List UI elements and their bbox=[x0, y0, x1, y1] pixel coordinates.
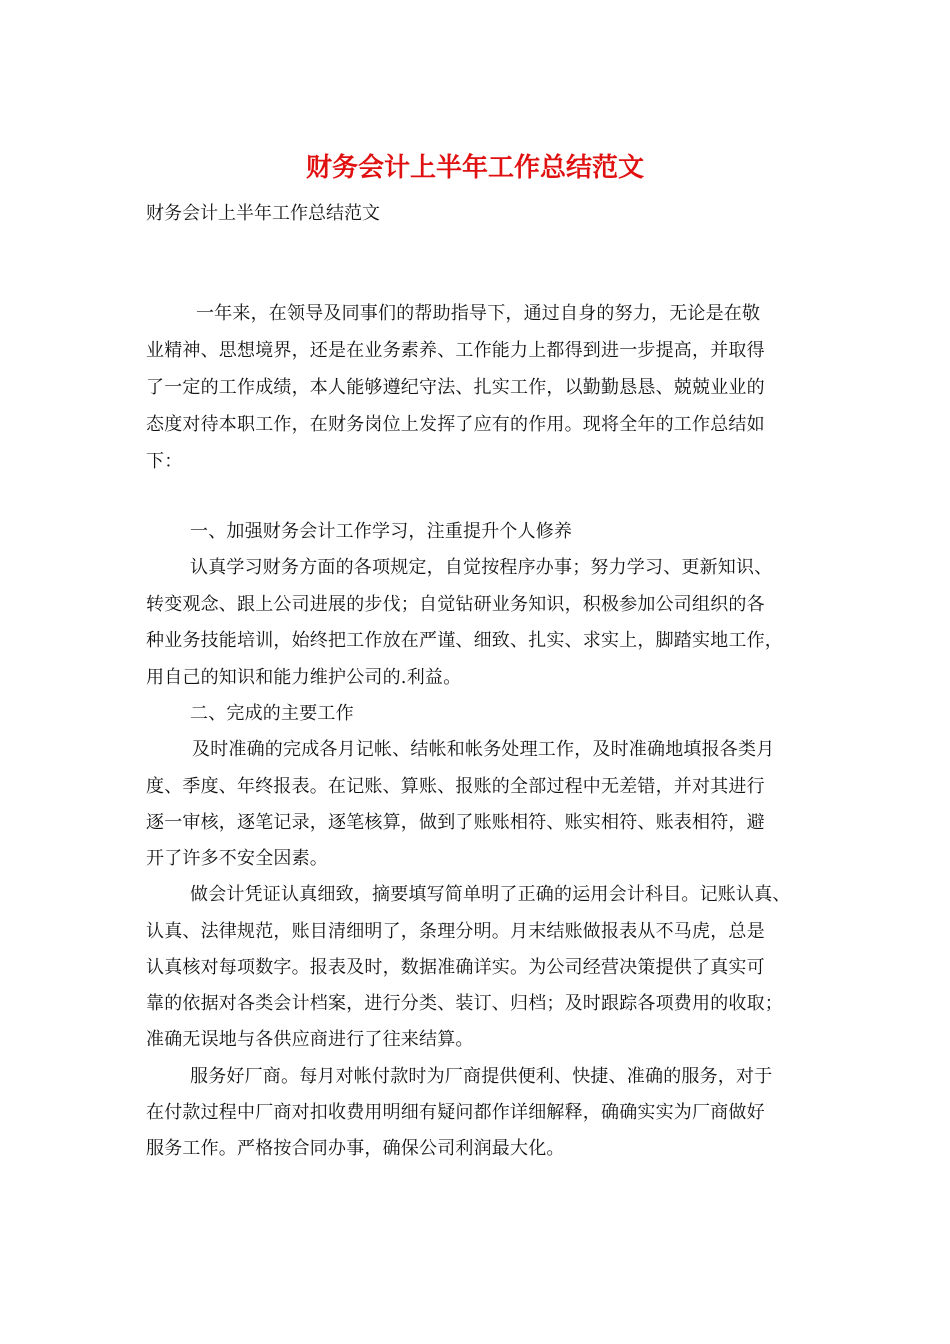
section-heading: 二、完成的主要工作 bbox=[190, 703, 354, 724]
paragraph-line: 认真核对每项数字。报表及时，数据准确详实。为公司经营决策提供了真实可 bbox=[146, 957, 765, 978]
paragraph-line: 开了许多不安全因素。 bbox=[146, 848, 328, 869]
paragraph-line: 靠的依据对各类会计档案，进行分类、装订、归档；及时跟踪各项费用的收取； bbox=[146, 993, 783, 1014]
document-title: 财务会计上半年工作总结范文 bbox=[305, 153, 644, 183]
document-subtitle: 财务会计上半年工作总结范文 bbox=[146, 203, 380, 224]
paragraph-line: 一年来，在领导及同事们的帮助指导下，通过自身的努力，无论是在敬 bbox=[196, 303, 761, 324]
paragraph-line: 准确无误地与各供应商进行了往来结算。 bbox=[146, 1029, 474, 1050]
paragraph-line: 下： bbox=[146, 451, 183, 472]
paragraph-line: 用自己的知识和能力维护公司的.利益。 bbox=[146, 667, 462, 688]
paragraph-line: 做会计凭证认真细致，摘要填写简单明了正确的运用会计科目。记账认真、 bbox=[190, 884, 791, 905]
paragraph-line: 认真、法律规范，账目清细明了，条理分明。月末结账做报表从不马虎，总是 bbox=[146, 921, 765, 942]
paragraph-line: 及时准确的完成各月记帐、结帐和帐务处理工作，及时准确地填报各类月 bbox=[192, 739, 775, 760]
paragraph-line: 业精神、思想境界，还是在业务素养、工作能力上都得到进一步提高，并取得 bbox=[146, 340, 765, 361]
paragraph-line: 服务好厂商。每月对帐付款时为厂商提供便利、快捷、准确的服务，对于 bbox=[190, 1066, 773, 1087]
paragraph-line: 在付款过程中厂商对扣收费用明细有疑问都作详细解释，确确实实为厂商做好 bbox=[146, 1102, 765, 1123]
section-heading: 一、加强财务会计工作学习，注重提升个人修养 bbox=[190, 521, 573, 542]
paragraph-line: 度、季度、年终报表。在记账、算账、报账的全部过程中无差错，并对其进行 bbox=[146, 776, 765, 797]
paragraph-line: 逐一审核，逐笔记录，逐笔核算，做到了账账相符、账实相符、账表相符，避 bbox=[146, 812, 765, 833]
paragraph-line: 认真学习财务方面的各项规定，自觉按程序办事；努力学习、更新知识、 bbox=[190, 557, 773, 578]
paragraph-line: 了一定的工作成绩，本人能够遵纪守法、扎实工作，以勤勤恳恳、兢兢业业的 bbox=[146, 377, 765, 398]
paragraph-line: 态度对待本职工作，在财务岗位上发挥了应有的作用。现将全年的工作总结如 bbox=[146, 414, 765, 435]
paragraph-line: 转变观念、跟上公司进展的步伐；自觉钻研业务知识，积极参加公司组织的各 bbox=[146, 594, 765, 615]
paragraph-line: 服务工作。严格按合同办事，确保公司利润最大化。 bbox=[146, 1138, 565, 1159]
paragraph-line: 种业务技能培训，始终把工作放在严谨、细致、扎实、求实上，脚踏实地工作， bbox=[146, 630, 783, 651]
